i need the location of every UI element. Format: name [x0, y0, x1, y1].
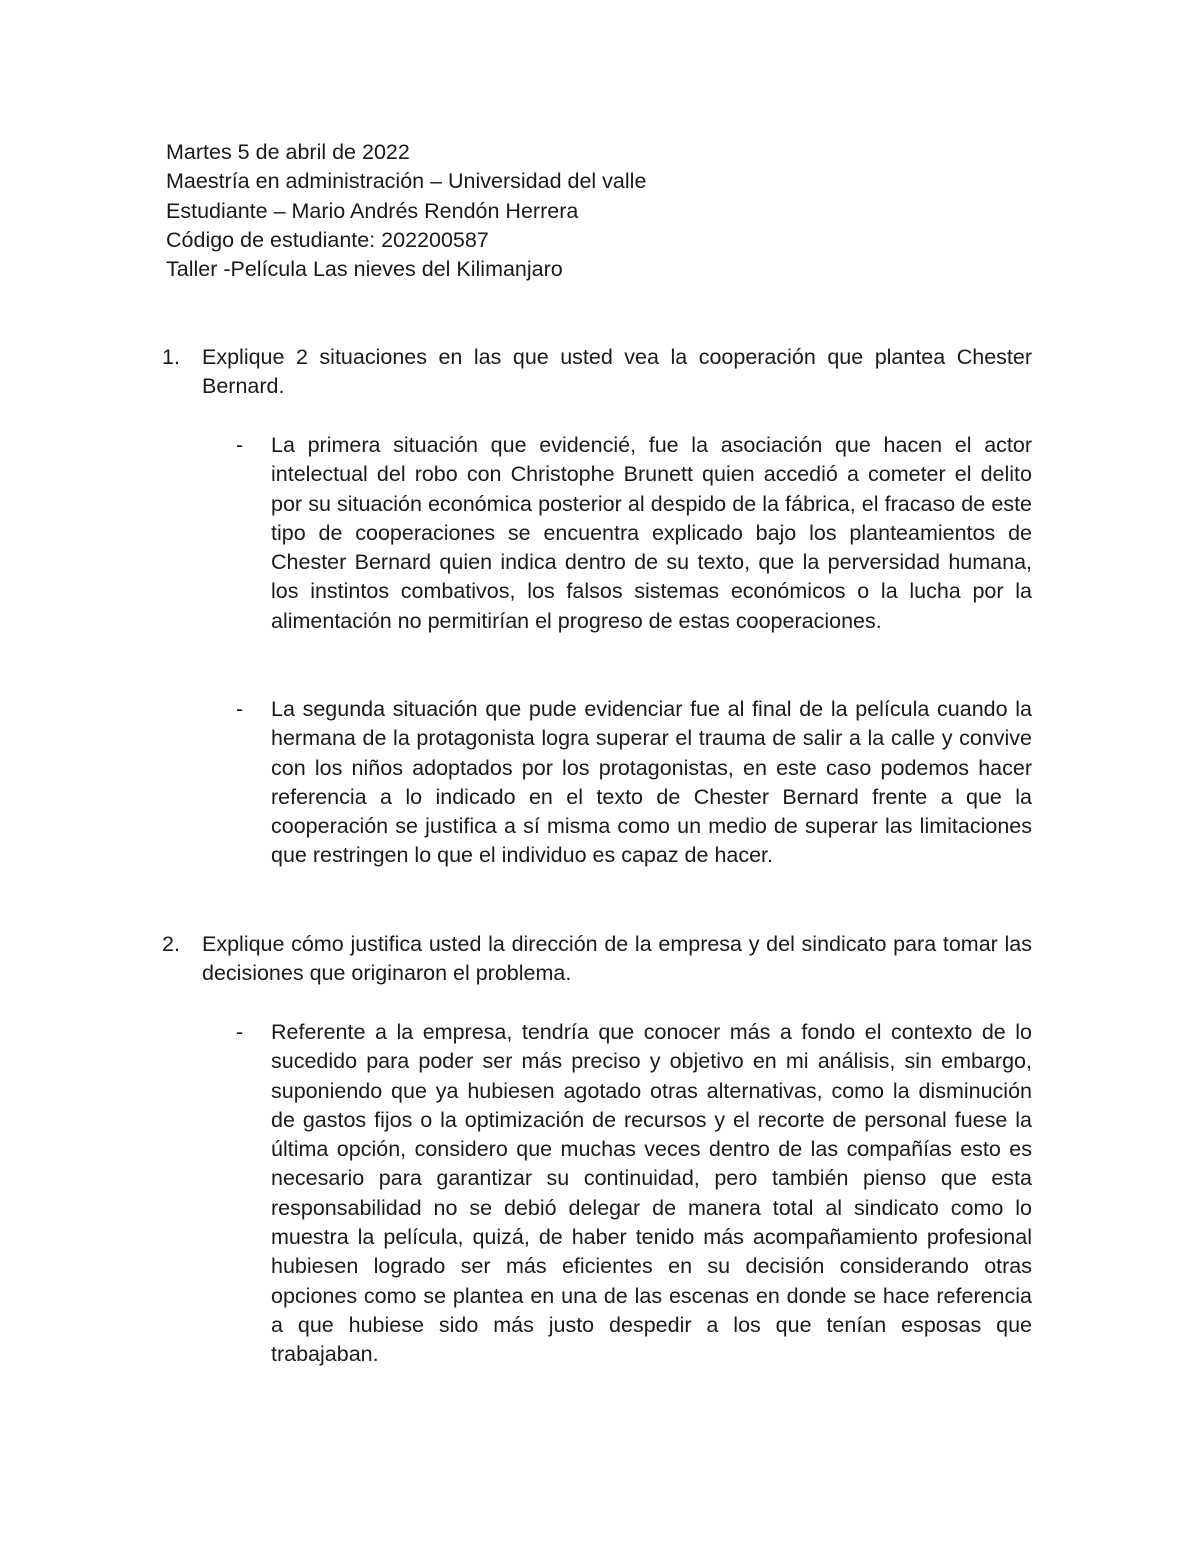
question-1 [162, 343, 1032, 402]
header-date: Martes 5 de abril de 2022 [166, 140, 410, 164]
answer-text: Referente a la empresa, tendría que conocer más a fondo el contexto de lo sucedido para poder ser más preciso y objetivo en mi análisis, sin embargo, suponiendo que ya hubiesen agotado otras alternativas, como la disminución de gastos fijos o la optimización de recursos y el recorte de personal fuese la última opción, considero que muchas veces dentro de las compañías esto es necesario para garantizar su continuidad, pero también pienso que esta responsabilidad no se debió delegar de manera total al sindicato como lo muestra la película, quizá, de haber tenido más acompañamiento profesional hubiesen logrado ser más eficientes en su decisión considerando otras opciones como se plantea en una de las escenas en donde se hace referencia a que hubiese sido más justo despedir a los que tenían esposas que trabajaban. [271, 1020, 1032, 1367]
header-student: Estudiante – Mario Andrés Rendón Herrera [166, 198, 579, 223]
header-student-code: Código de estudiante: 202200587 [166, 227, 489, 252]
header-workshop-title: Taller -Película Las nieves del Kilimanjaro [166, 257, 563, 282]
answer-text: La segunda situación que pude evidenciar fue al final de la película cuando la hermana de la protagonista logra superar el trauma de salir a la calle y convive con los niños adoptados por los protagonistas, en este caso podemos hacer referencia a lo indicado en el texto de Chester Bernard frente a que la cooperación se justifica a sí misma como un medio de superar las limitaciones que restringen lo que el individuo es capaz de hacer. [271, 697, 1032, 868]
bullet-dash: - [236, 1020, 244, 1044]
question-text: Explique 2 situaciones en las que usted vea la cooperación que plantea Chester Bernard. [202, 345, 1032, 399]
answer-1-2 [236, 695, 1032, 871]
bullet-dash: - [236, 697, 244, 721]
header-program: Maestría en administración – Universidad del valle [166, 169, 647, 194]
answer-text: La primera situación que evidencié, fue la asociación que hacen el actor intelectual del robo con Christophe Brunett quien accedió a cometer el delito por su situación económica posterior al despido de la fábrica, el fracaso de este tipo de cooperaciones se encuentra explicado bajo los planteamientos de Chester Bernard quien indica dentro de su texto, que la perversidad humana, los instintos combativos, los falsos sistemas económicos o la lucha por la alimentación no permitirían el progreso de estas cooperaciones. [271, 433, 1032, 633]
bullet-dash: - [236, 433, 244, 457]
question-2 [162, 930, 1032, 989]
answer-1-1 [236, 431, 1032, 636]
question-number: 2. [162, 932, 180, 956]
answer-2-1 [236, 1018, 1032, 1370]
question-number: 1. [162, 345, 180, 369]
document-header [166, 138, 1046, 284]
question-text: Explique cómo justifica usted la dirección de la empresa y del sindicato para tomar las decisiones que originaron el problema. [202, 932, 1032, 986]
